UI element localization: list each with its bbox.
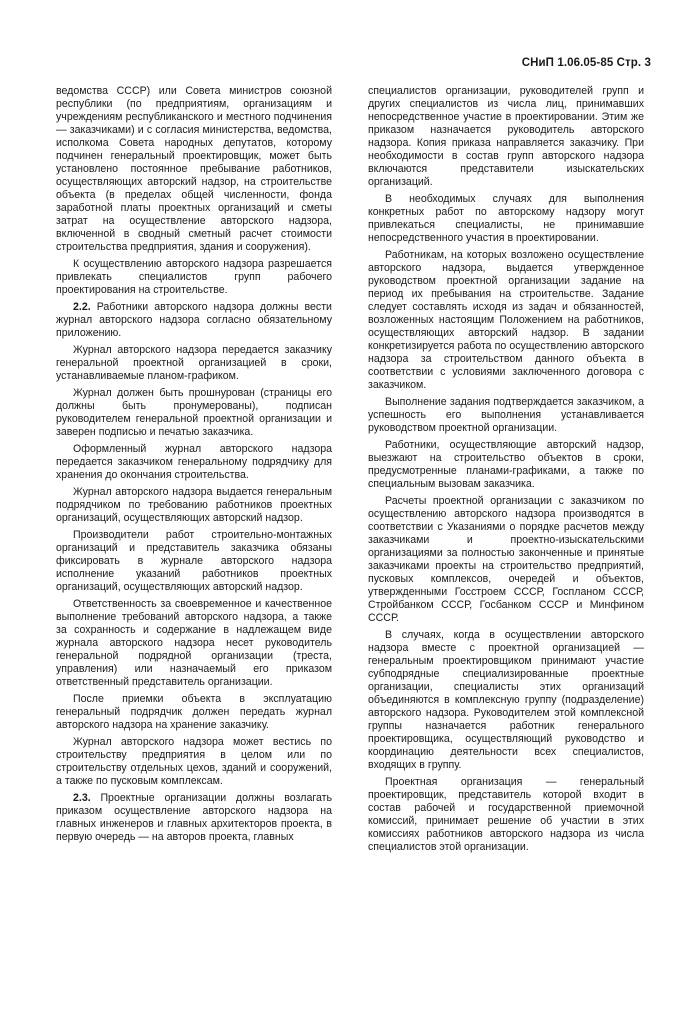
clause-paragraph: 2.3. Проектные организации должны возлагать приказом осуществление авторского надзора на главных инженеров и главных архитекторов проекта, в первую очередь — на авторов проекта, главных (56, 792, 332, 843)
clause-paragraph: 2.2. Работники авторского надзора должны вести журнал авторского надзора согласно обязательному приложению. (56, 301, 332, 339)
paragraph: Журнал авторского надзора может вестись по строительству предприятия в целом или по строительству отдельных цехов, зданий и сооружений, а также по пусковым комплексам. (56, 736, 332, 787)
paragraph: специалистов организации, руководителей групп и других специалистов из числа лиц, принимавших непосредственное участие в проектировании. Этим же приказом назначается руководитель авторского надзора. Копия приказа направляется заказчику. При необходимости в состав групп авторского надзора включаются представители изыскательских организаций. (368, 85, 644, 188)
paragraph: Журнал авторского надзора выдается генеральным подрядчиком по требованию работников проектных организаций, осуществляющих авторский надзор. (56, 486, 332, 524)
paragraph: Выполнение задания подтверждается заказчиком, а успешность его выполнения устанавливается руководством проектной организации. (368, 396, 644, 434)
left-column (56, 85, 332, 848)
page-header (522, 57, 651, 69)
paragraph: В случаях, когда в осуществлении авторского надзора вместе с проектной организацией — генеральным проектировщиком принимают участие субподрядные специализированные проектные организации, специалисты этих организаций объединяются в комплексную группу (подразделение) авторского надзора. Руководителем этой комплексной группы назначается работник генерального проектировщика, осуществляющий руководство и координацию деятельности всех специалистов, входящих в группу. (368, 629, 644, 771)
paragraph: К осуществлению авторского надзора разрешается привлекать специалистов групп рабочего проектирования на строительстве. (56, 258, 332, 296)
paragraph: Ответственность за своевременное и качественное выполнение требований авторского надзора, а также за сохранность и содержание в надлежащем виде журнала авторского надзора несет руководитель генеральной подрядной организации (треста, управления) или назначаемый его приказом ответственный представитель организации. (56, 598, 332, 688)
paragraph: Работники, осуществляющие авторский надзор, выезжают на строительство объектов в сроки, предусмотренные планами-графиками, а также по специальным вызовам заказчика. (368, 439, 644, 490)
paragraph: Журнал авторского надзора передается заказчику генеральной проектной организацией в сроки, устанавливаемые планом-графиком. (56, 344, 332, 382)
paragraph: Производители работ строительно-монтажных организаций и представитель заказчика обязаны фиксировать в журнале авторского надзора исполнение указаний работников проектных организаций, осуществляющих авторский надзор. (56, 529, 332, 593)
paragraph: ведомства СССР) или Совета министров союзной республики (по предприятиям, организациям и учреждениям республиканского и местного подчинения — заказчиками) и с согласия министерства, ведомства, исполкома Совета народных депутатов, которому подчинен генеральный проектировщик, может быть установлено постоянное пребывание работников, осуществляющих авторский надзор, на строительстве объекта (в пределах общей численности, фонда заработной платы проектных организаций и сметы затрат на осуществление авторского надзора, включенной в сводный сметный расчет стоимости строительства предприятия, здания и сооружения). (56, 85, 332, 253)
paragraph: Оформленный журнал авторского надзора передается заказчиком генеральному подрядчику для хранения до окончания строительства. (56, 443, 332, 481)
document-id: СНиП 1.06.05-85 (521, 57, 614, 69)
right-column (368, 85, 644, 858)
paragraph: Журнал должен быть прошнурован (страницы его должны быть пронумерованы), подписан руководителем генеральной проектной организации и заверен подписью и печатью заказчика. (56, 387, 332, 438)
clause-number: 2.2. (73, 301, 91, 313)
paragraph: Проектная организация — генеральный проектировщик, представитель которой входит в состав рабочей и государственной приемочной комиссий, принимает решение об участии в этих комиссиях работников авторского надзора из числа специалистов этой организации. (368, 776, 644, 853)
paragraph: В необходимых случаях для выполнения конкретных работ по авторскому надзору могут привлекаться специалисты, не принимавшие непосредственного участия в проектировании. (368, 193, 644, 244)
clause-number: 2.3. (73, 792, 91, 804)
page-number: Стр. 3 (616, 57, 651, 69)
paragraph: После приемки объекта в эксплуатацию генеральный подрядчик должен передать журнал авторского надзора на хранение заказчику. (56, 693, 332, 731)
paragraph: Расчеты проектной организации с заказчиком по осуществлению авторского надзора производятся в соответствии с Указаниями о порядке расчетов между заказчиками и проектно-изыскательскими организациями за полностью законченные и принятые заказчиками проекты на строительство предприятий, пусковых комплексов, очередей и объектов, утвержденными Госстроем СССР, Госпланом СССР, Стройбанком СССР, Госбанком СССР и Минфином СССР. (368, 495, 644, 624)
paragraph: Работникам, на которых возложено осуществление авторского надзора, выдается утвержденное руководством проектной организации задание на период их пребывания на строительстве. Задание следует составлять исходя из задач и обязанностей, возложенных настоящим Положением на работников, осуществляющих авторский надзор. В задании конкретизируется работа по осуществлению авторского надзора за строительством данного объекта в соответствии с условиями заключенного договора с заказчиком. (368, 249, 644, 391)
